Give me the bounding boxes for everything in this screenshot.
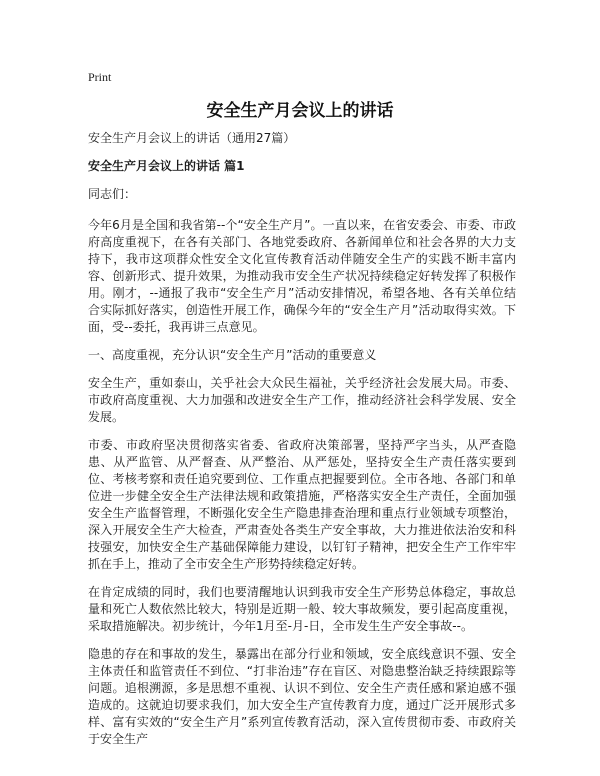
- paragraph: 安全生产，重如泰山，关乎社会大众民生福祉，关乎经济社会发展大局。市委、市政府高度重视、大力加强和改进安全生产工作，推动经济社会科学发展、安全发展。: [88, 376, 516, 424]
- paragraph-heading: 一、高度重视，充分认识“安全生产月”活动的重要意义: [88, 348, 377, 362]
- greeting: 同志们：: [88, 187, 137, 201]
- paragraph: 在肯定成绩的同时，我们也要清醒地认识到我市安全生产形势总体稳定，事故总量和死亡人数依然比较大，特别是近期一般、较大事故频发，要引起高度重视，采取措施解决。初步统计，今年1月至-月-日，全市发生生产安全事故--。: [88, 585, 516, 633]
- paragraph: 隐患的存在和事故的发生，暴露出在部分行业和领域，安全底线意识不强、安全主体责任和监管责任不到位、“打非治违”存在盲区、对隐患整治缺乏持续跟踪等问题。追根溯源，多是思想不重视、认识不到位、安全生产责任感和紧迫感不强造成的。这就迫切要求我们，加大安全生产宣传教育力度，通过广泛开展形式多样、富有实效的“安全生产月”系列宣传教育活动，深入宣传贯彻市委、市政府关于安全生产: [88, 647, 516, 746]
- section-heading: 安全生产月会议上的讲话 篇1: [88, 159, 245, 173]
- paragraph: 今年6月是全国和我省第--个“安全生产月”。一直以来，在省安委会、市委、市政府高度重视下，在各有关部门、各地党委政府、各新闻单位和社会各界的大力支持下，我市这项群众性安全文化宣传教育活动伴随安全生产的实践不断丰富内容、创新形式、提升效果，为推动我市安全生产状况持续稳定好转发挥了积极作用。刚才，--通报了我市“安全生产月”活动安排情况，希望各地、各有关单位结合实际抓好落实，创造性开展工作，确保今年的“安全生产月”活动取得实效。下面，受--委托，我再讲三点意见。: [88, 218, 516, 334]
- print-link[interactable]: Print: [88, 70, 112, 84]
- page-title: 安全生产月会议上的讲话: [206, 101, 394, 121]
- document-body: [88, 130, 516, 759]
- paragraph: 市委、市政府坚决贯彻落实省委、省政府决策部署，坚持严字当头，从严查隐患、从严监管、从严督查、从严整治、从严惩处，坚持安全生产责任落实要到位、考核考察和责任追究要到位、工作重点把握要到位。全市各地、各部门和单位进一步健全安全生产法律法规和政策措施，严格落实安全生产责任，全面加强安全生产监督管理，不断强化安全生产隐患排查治理和重点行业领域专项整治，深入开展安全生产大检查，严肃查处各类生产安全事故，大力推进依法治安和科技强安，加快安全生产基础保障能力建设，以钉钉子精神，把安全生产工作牢牢抓在手上，推动了全市安全生产形势持续稳定好转。: [88, 438, 516, 571]
- document-subtitle: 安全生产月会议上的讲话（通用27篇）: [88, 131, 296, 145]
